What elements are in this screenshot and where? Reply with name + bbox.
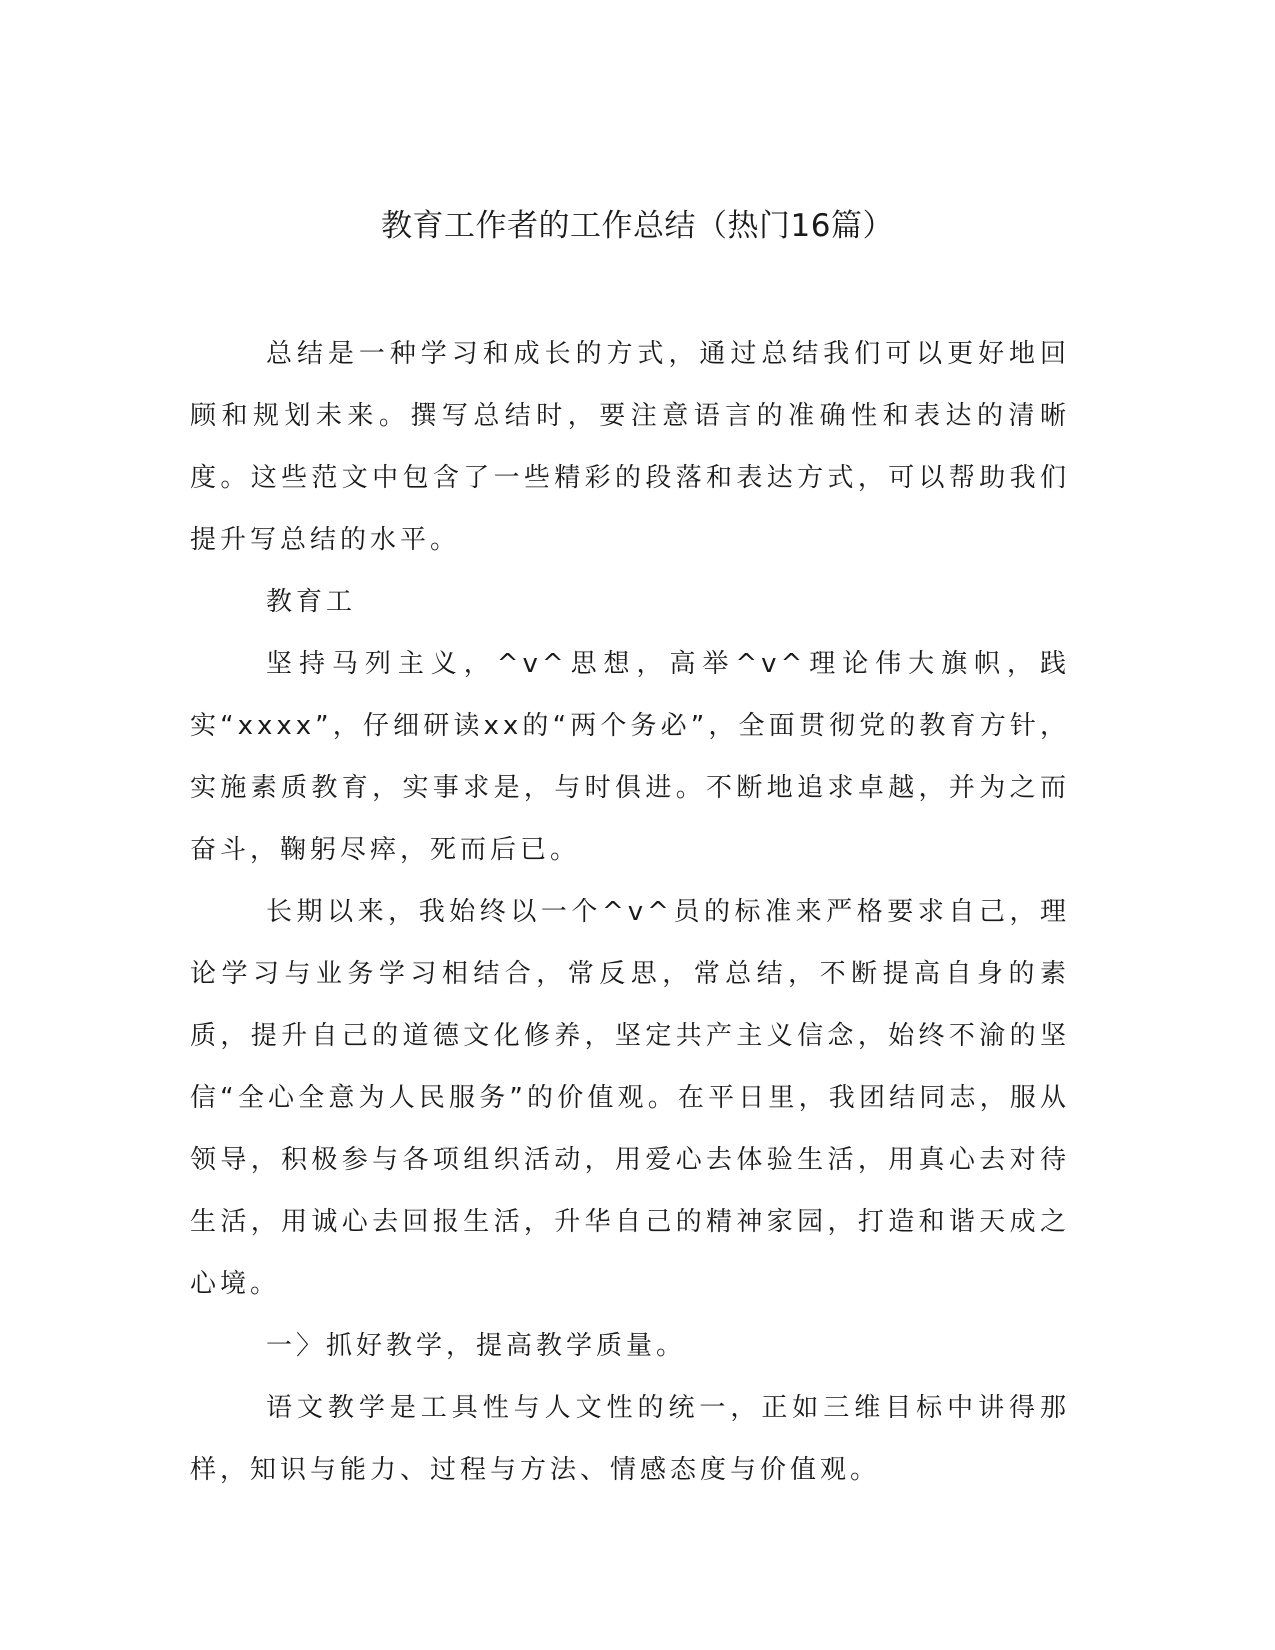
paragraph-chinese-teaching: 语文教学是工具性与人文性的统一，正如三维目标中讲得那样，知识与能力、过程与方法、情感态度与价值观。 <box>190 1393 1070 1485</box>
paragraph-subheading-teaching: 一〉抓好教学，提高教学质量。 <box>266 1331 687 1361</box>
paragraph-section-heading: 教育工 <box>266 587 357 617</box>
document-body <box>190 323 1070 1501</box>
document-title: 教育工作者的工作总结（热门16篇） <box>381 208 894 244</box>
paragraph-self-discipline: 长期以来，我始终以一个^v^员的标准来严格要求自己，理论学习与业务学习相结合，常反思，常总结，不断提高自身的素质，提升自己的道德文化修养，坚定共产主义信念，始终不渝的坚信“全心全意为人民服务”的价值观。在平日里，我团结同志，服从领导，积极参与各项组织活动，用爱心去体验生活，用真心去对待生活，用诚心去回报生活，升华自己的精神家园，打造和谐天成之心境。 <box>190 897 1070 1299</box>
paragraph-principles: 坚持马列主义，^v^思想，高举^v^理论伟大旗帜，践实“xxxx”，仔细研读xx的“两个务必”，全面贯彻党的教育方针，实施素质教育，实事求是，与时俱进。不断地追求卓越，并为之而奋斗，鞠躬尽瘁，死而后已。 <box>190 649 1070 865</box>
paragraph-intro: 总结是一种学习和成长的方式，通过总结我们可以更好地回顾和规划未来。撰写总结时，要注意语言的准确性和表达的清晰度。这些范文中包含了一些精彩的段落和表达方式，可以帮助我们提升写总结的水平。 <box>190 339 1070 555</box>
